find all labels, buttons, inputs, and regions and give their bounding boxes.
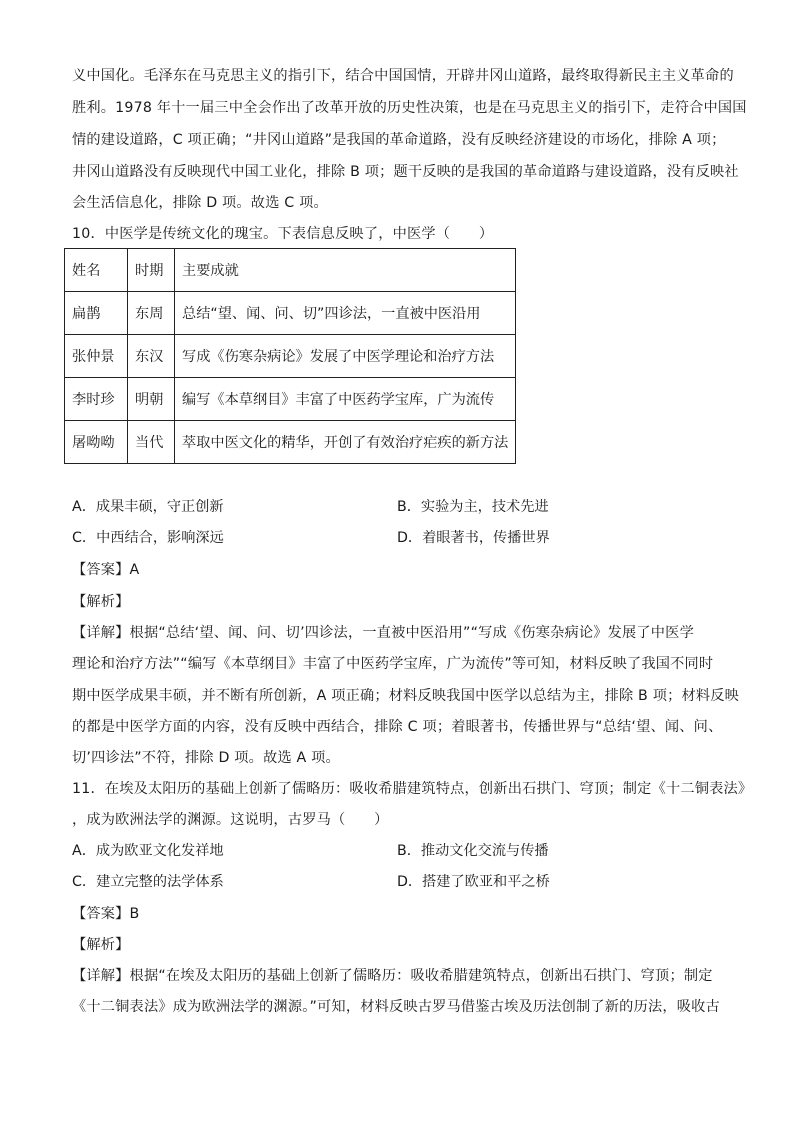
prev-explanation-line-5: 会生活信息化，排除 D 项。故选 C 项。: [72, 195, 328, 211]
q10-option-d: D．着眼著书，传播世界: [397, 530, 550, 546]
table-header-cell: 主要成就: [175, 249, 516, 292]
prev-explanation-line-1: 义中国化。毛泽东在马克思主义的指引下，结合中国国情，开辟井冈山道路，最终取得新民主主义革命的: [72, 68, 734, 84]
table-cell: 东汉: [128, 335, 175, 378]
q10-answer: 【答案】A: [72, 562, 140, 578]
table-row: [65, 335, 516, 378]
table-cell: 总结“望、闻、问、切”四诊法，一直被中医沿用: [175, 292, 516, 335]
prev-explanation-line-2: 胜利。1978 年十一届三中全会作出了改革开放的历史性决策，也是在马克思主义的指引下，走符合中国国: [72, 100, 747, 116]
table-cell: 屠呦呦: [65, 421, 128, 464]
q11-analysis-label: 【解析】: [72, 937, 130, 953]
table-cell: 萃取中医文化的精华，开创了有效治疗疟疾的新方法: [175, 421, 516, 464]
table-cell: 张仲景: [65, 335, 128, 378]
q10-detail-line-5: 切’四诊法”不符，排除 D 项。故选 A 项。: [72, 750, 340, 766]
q10-detail-line-2: 理论和治疗方法”“编写《本草纲目》丰富了中医药学宝库，广为流传”等可知，材料反映了我国不同时: [72, 656, 714, 672]
table-header-cell: 姓名: [65, 249, 128, 292]
q10-detail-line-4: 的都是中医学方面的内容，没有反映中西结合，排除 C 项；着眼著书，传播世界与“总结‘望、闻、问、: [72, 719, 723, 735]
q10-option-c: C．中西结合，影响深远: [72, 530, 224, 546]
q10-analysis-label: 【解析】: [72, 594, 130, 610]
table-cell: 写成《伤寒杂病论》发展了中医学理论和治疗方法: [175, 335, 516, 378]
q11-detail-line-2: 《十二铜表法》成为欧洲法学的渊源。”可知，材料反映古罗马借鉴古埃及历法创制了新的历法，吸收古: [72, 999, 720, 1015]
table-row: [65, 378, 516, 421]
q11-option-a: A．成为欧亚文化发祥地: [72, 843, 224, 859]
table-cell: 当代: [128, 421, 175, 464]
table-cell: 东周: [128, 292, 175, 335]
table-header-row: [65, 249, 516, 292]
q10-option-b: B．实验为主，技术先进: [397, 499, 549, 515]
q10-detail-line-1: 【详解】根据“总结‘望、闻、问、切’四诊法，一直被中医沿用”“写成《伤寒杂病论》发展了中医学: [72, 625, 694, 641]
q11-option-c: C．建立完整的法学体系: [72, 874, 224, 890]
table-row: [65, 292, 516, 335]
table-cell: 明朝: [128, 378, 175, 421]
q10-detail-line-3: 期中医学成果丰硕，并不断有所创新，A 项正确；材料反映我国中医学以总结为主，排除 B 项；材料反映: [72, 688, 740, 704]
q11-option-b: B．推动文化交流与传播: [397, 843, 549, 859]
q10-option-a: A．成果丰硕，守正创新: [72, 499, 224, 515]
prev-explanation-line-4: 井冈山道路没有反映现代中国工业化，排除 B 项；题干反映的是我国的革命道路与建设道路，没有反映社: [72, 164, 739, 180]
q11-detail-line-1: 【详解】根据“在埃及太阳历的基础上创新了儒略历：吸收希腊建筑特点，创新出石拱门、穹顶；制定: [72, 968, 713, 984]
table-cell: 李时珍: [65, 378, 128, 421]
table-header-cell: 时期: [128, 249, 175, 292]
table-cell: 编写《本草纲目》丰富了中医药学宝库，广为流传: [175, 378, 516, 421]
table-row: [65, 421, 516, 464]
prev-explanation-line-3: 情的建设道路，C 项正确；“井冈山道路”是我国的革命道路，没有反映经济建设的市场化，排除 A 项；: [72, 132, 726, 148]
q11-option-d: D．搭建了欧亚和平之桥: [397, 874, 550, 890]
q11-answer: 【答案】B: [72, 906, 140, 922]
table-cell: 扁鹊: [65, 292, 128, 335]
q10-info-table: [64, 248, 516, 464]
q11-stem-line-1: 11．在埃及太阳历的基础上创新了儒略历：吸收希腊建筑特点，创新出石拱门、穹顶；制定《十二铜表法》: [72, 781, 753, 797]
q11-stem-line-2: ，成为欧洲法学的渊源。这说明，古罗马（ ）: [72, 812, 389, 828]
q10-stem: 10．中医学是传统文化的瑰宝。下表信息反映了，中医学（ ）: [72, 226, 494, 242]
